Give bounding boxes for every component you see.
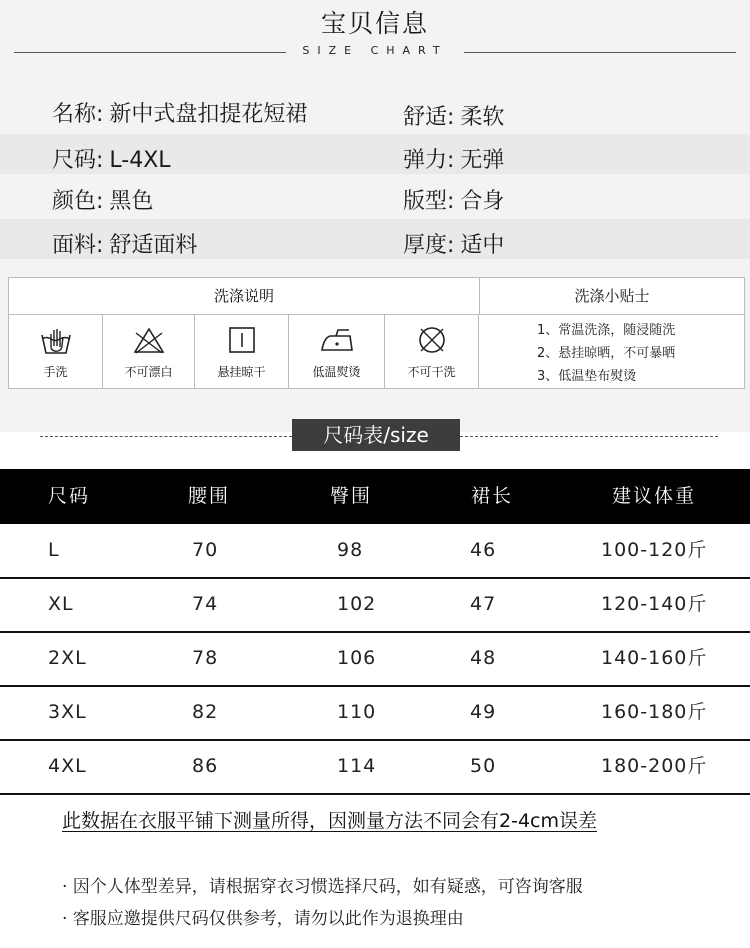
wash-tips — [479, 314, 744, 388]
header-waist: 腰围 — [188, 485, 231, 507]
no-bleach-icon — [132, 324, 166, 356]
table-cell: 140-160斤 — [601, 647, 708, 669]
hang-dry-icon — [225, 324, 259, 356]
table-cell: 180-200斤 — [601, 755, 708, 777]
table-cell: 78 — [192, 647, 219, 669]
table-cell: 160-180斤 — [601, 701, 708, 723]
wash-item-label: 手洗 — [43, 365, 68, 379]
info-label: 面料: — [52, 233, 104, 258]
table-row — [0, 632, 750, 687]
info-label: 尺码: — [52, 148, 104, 173]
info-value: 无弹 — [460, 148, 505, 173]
hand-wash-icon — [39, 324, 73, 356]
header-length: 裙长 — [471, 485, 514, 507]
info-label: 版型: — [403, 189, 455, 214]
table-cell: 102 — [337, 593, 377, 615]
wash-item-hand-wash — [9, 314, 103, 388]
table-cell: 2XL — [48, 647, 87, 669]
dashed-divider — [40, 436, 292, 437]
info-comfort — [403, 100, 504, 131]
info-label: 颜色: — [52, 189, 104, 214]
info-value: L-4XL — [109, 148, 171, 173]
info-fit — [403, 184, 504, 215]
table-cell: 114 — [337, 755, 377, 777]
header-size: 尺码 — [48, 485, 91, 507]
info-color — [52, 184, 153, 215]
table-cell: 120-140斤 — [601, 593, 708, 615]
table-cell: 46 — [470, 539, 497, 561]
wash-item-low-iron — [289, 314, 385, 388]
table-cell: 86 — [192, 755, 219, 777]
info-elasticity — [403, 143, 504, 174]
page-subtitle: SIZE CHART — [302, 44, 448, 57]
table-cell: XL — [48, 593, 74, 615]
wash-item-label: 不可干洗 — [407, 365, 456, 379]
table-row — [0, 740, 750, 795]
info-thickness — [403, 228, 504, 259]
info-value: 新中式盘扣提花短裙 — [109, 102, 308, 127]
table-cell: L — [48, 539, 60, 561]
wash-item-no-bleach — [103, 314, 195, 388]
divider — [464, 52, 736, 53]
measurement-note: 此数据在衣服平铺下测量所得，因测量方法不同会有2-4cm误差 — [62, 810, 597, 832]
info-value: 黑色 — [109, 189, 154, 214]
low-iron-icon — [318, 324, 356, 356]
table-cell: 49 — [470, 701, 497, 723]
table-cell: 50 — [470, 755, 497, 777]
size-chart-tag: 尺码表/size — [292, 419, 460, 451]
note-line: · 客服应邀提供尺码仅供参考，请勿以此作为退换理由 — [62, 909, 464, 929]
tips-title: 洗涤小贴士 — [480, 278, 744, 315]
wash-title: 洗涤说明 — [9, 278, 480, 315]
info-fabric — [52, 228, 197, 259]
size-table-header — [0, 469, 750, 524]
table-cell: 74 — [192, 593, 219, 615]
table-cell: 3XL — [48, 701, 87, 723]
info-label: 舒适: — [403, 105, 455, 130]
info-value: 合身 — [460, 189, 505, 214]
info-value: 舒适面料 — [109, 233, 198, 258]
tip-line: 1、常温洗涤，随浸随洗 — [537, 323, 676, 338]
no-dry-clean-icon — [415, 324, 449, 356]
wash-item-label: 悬挂晾干 — [217, 365, 266, 379]
dashed-divider — [460, 436, 718, 437]
info-label: 厚度: — [403, 233, 455, 258]
table-row — [0, 524, 750, 579]
wash-item-label: 低温熨烫 — [312, 365, 361, 379]
table-cell: 82 — [192, 701, 219, 723]
tip-line: 2、悬挂晾晒，不可暴晒 — [537, 346, 676, 361]
info-label: 名称: — [52, 102, 104, 127]
table-cell: 106 — [337, 647, 377, 669]
info-label: 弹力: — [403, 148, 455, 173]
wash-item-no-dry-clean — [385, 314, 479, 388]
table-cell: 98 — [337, 539, 364, 561]
table-cell: 110 — [337, 701, 377, 723]
table-cell: 47 — [470, 593, 497, 615]
wash-instructions-box — [8, 277, 745, 389]
page-title: 宝贝信息 — [320, 9, 429, 38]
table-cell: 48 — [470, 647, 497, 669]
table-row — [0, 578, 750, 633]
table-cell: 4XL — [48, 755, 87, 777]
product-info-section — [0, 0, 750, 432]
wash-item-label: 不可漂白 — [124, 365, 173, 379]
wash-item-hang-dry — [195, 314, 289, 388]
table-cell: 70 — [192, 539, 219, 561]
table-cell: 100-120斤 — [601, 539, 708, 561]
note-line: · 因个人体型差异，请根据穿衣习惯选择尺码，如有疑惑，可咨询客服 — [62, 877, 583, 897]
header-weight: 建议体重 — [612, 485, 697, 507]
info-value: 柔软 — [460, 105, 505, 130]
header-hip: 臀围 — [330, 485, 373, 507]
info-value: 适中 — [460, 233, 505, 258]
table-row — [0, 686, 750, 741]
info-name — [52, 97, 307, 128]
info-size — [52, 143, 171, 174]
tip-line: 3、低温垫布熨烫 — [537, 369, 637, 384]
